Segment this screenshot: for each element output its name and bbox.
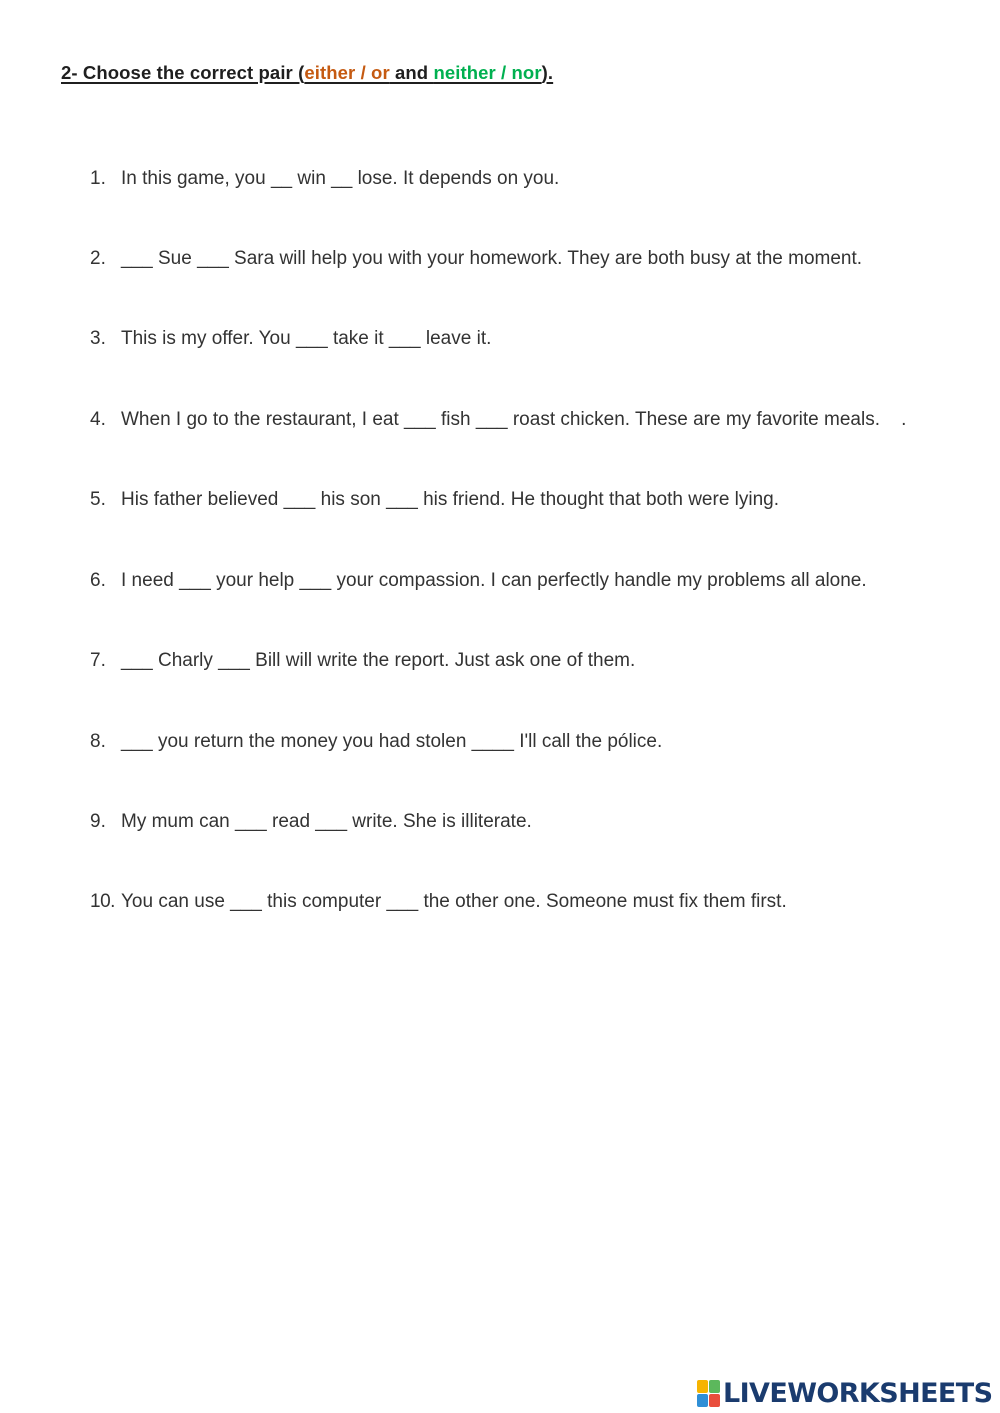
question-text: In this game, you __ win __ lose. It depends on you. [121, 168, 560, 189]
question-text: ___ Sue ___ Sara will help you with your homework. They are both busy at the moment. [121, 248, 863, 269]
question-text: His father believed ___ his son ___ his friend. He thought that both were lying. [121, 489, 780, 510]
question-item [90, 569, 867, 593]
liveworksheets-logo-icon [697, 1379, 721, 1407]
title-middle: and [389, 62, 434, 83]
question-number: 5. [90, 489, 106, 510]
question-item [90, 408, 906, 432]
question-text: This is my offer. You ___ take it ___ leave it. [121, 328, 492, 349]
title-neither-nor: neither / nor [433, 62, 542, 83]
question-text: ___ Charly ___ Bill will write the report. Just ask one of them. [121, 650, 636, 671]
question-number: 10. [90, 891, 115, 912]
question-item [90, 890, 787, 914]
question-item [90, 488, 779, 512]
worksheet-title [61, 62, 553, 84]
question-text: When I go to the restaurant, I eat ___ fish ___ roast chicken. These are my favorite meals. . [121, 409, 907, 430]
question-number: 6. [90, 570, 106, 591]
question-item [90, 649, 635, 673]
title-prefix: 2- Choose the correct pair ( [61, 62, 305, 83]
question-item [90, 730, 662, 754]
question-text: You can use ___ this computer ___ the other one. Someone must fix them first. [121, 891, 787, 912]
question-item [90, 167, 559, 191]
question-number: 4. [90, 409, 106, 430]
question-number: 3. [90, 328, 106, 349]
logo-text: LIVEWORKSHEETS [723, 1377, 993, 1409]
question-text: ___ you return the money you had stolen ____ I'll call the pólice. [121, 731, 663, 752]
question-text: I need ___ your help ___ your compassion. I can perfectly handle my problems all alone. [121, 570, 867, 591]
title-suffix: ). [541, 62, 554, 83]
question-item [90, 247, 862, 271]
liveworksheets-logo [697, 1378, 992, 1408]
question-number: 9. [90, 811, 106, 832]
question-number: 2. [90, 248, 106, 269]
question-number: 1. [90, 168, 106, 189]
question-number: 7. [90, 650, 106, 671]
question-item [90, 810, 532, 834]
question-text: My mum can ___ read ___ write. She is illiterate. [121, 811, 532, 832]
question-number: 8. [90, 731, 106, 752]
title-either-or: either / or [304, 62, 390, 83]
question-item [90, 327, 491, 351]
